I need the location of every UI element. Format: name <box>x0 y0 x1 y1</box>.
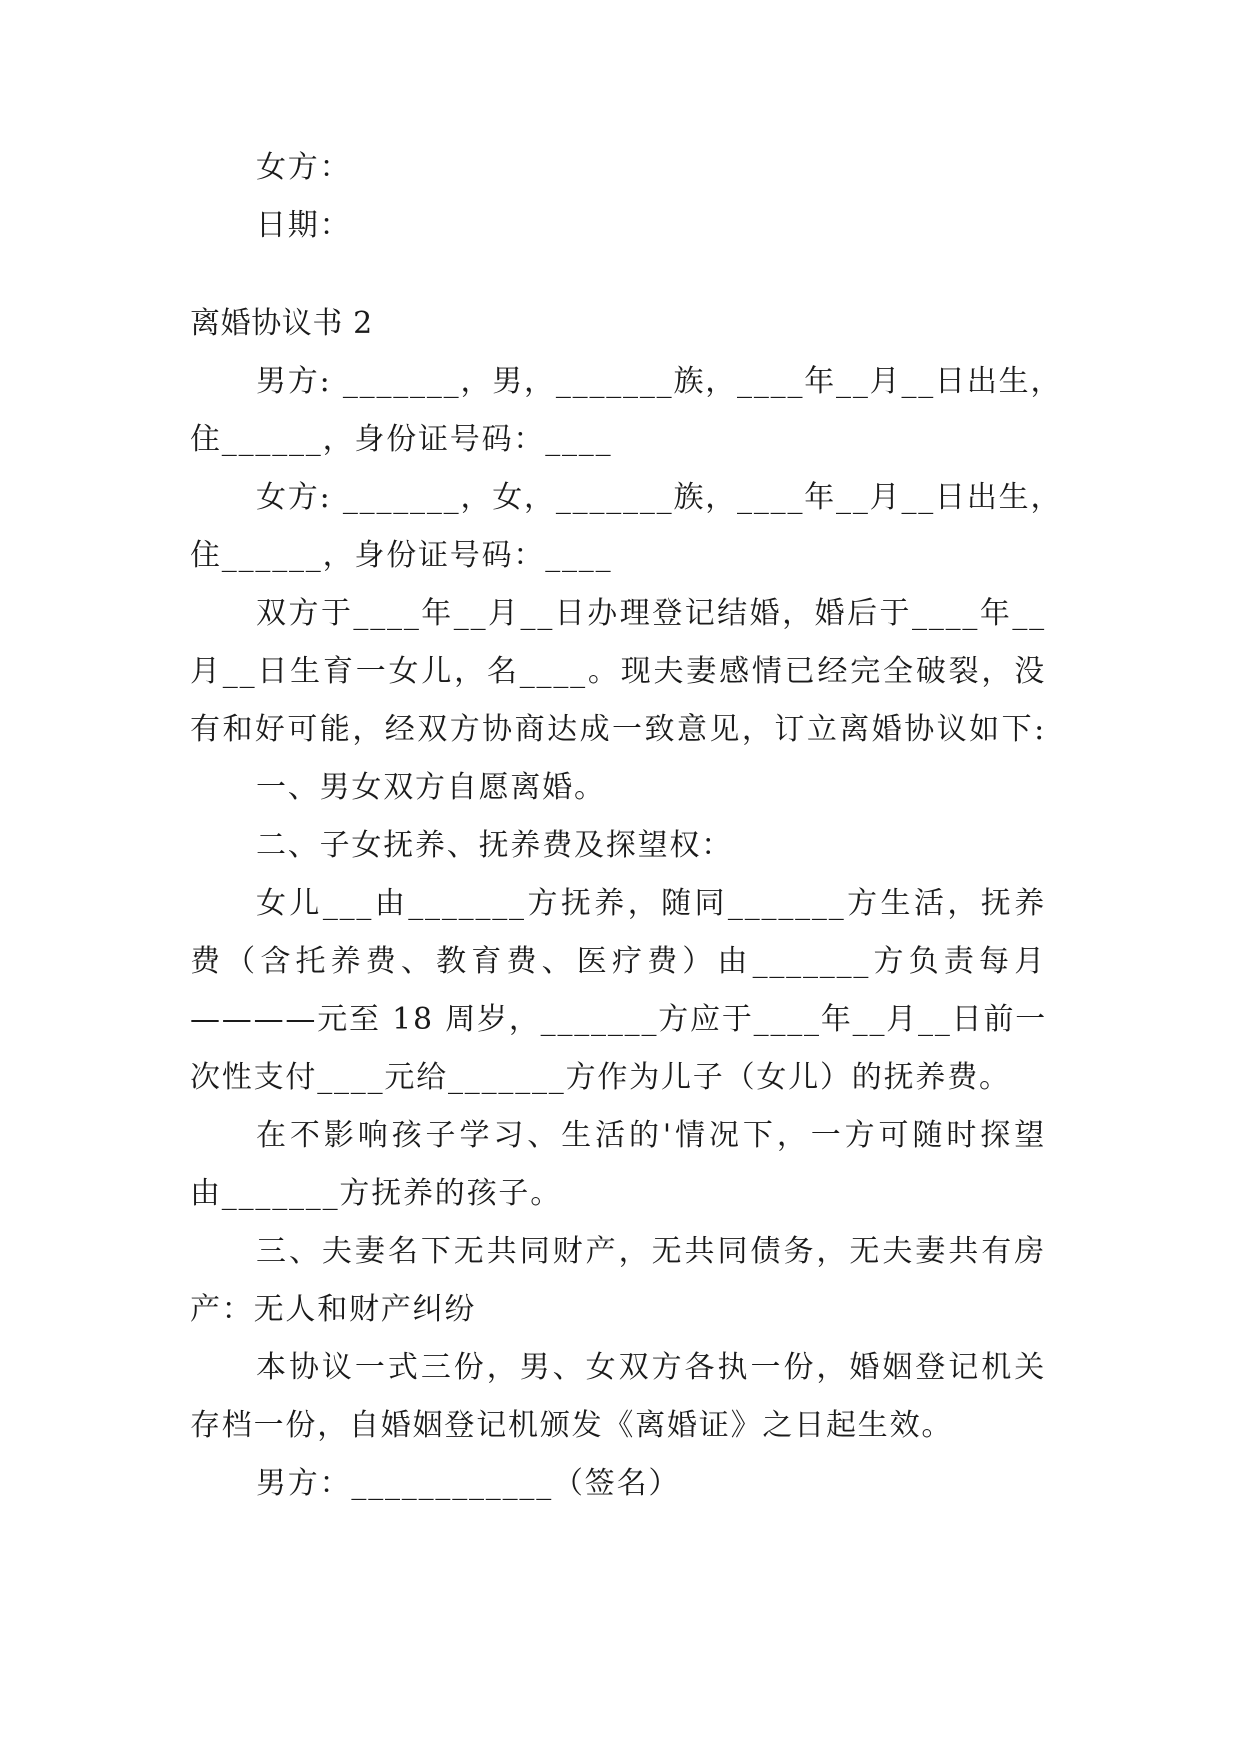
clause-two-heading: 二、子女抚养、抚养费及探望权： <box>256 828 733 863</box>
custody-paragraph-line: ————元至 18 周岁，_______方应于____年__月__日前一 <box>190 1002 1048 1037</box>
visitation-paragraph-line: 在不影响孩子学习、生活的'情况下，一方可随时探望 <box>256 1118 1046 1153</box>
copies-paragraph-line: 本协议一式三份，男、女双方各执一份，婚姻登记机关 <box>256 1350 1046 1385</box>
date-label: 日期： <box>256 208 352 243</box>
male-signature-line: 男方：____________（签名） <box>256 1466 681 1501</box>
clause-one: 一、男女双方自愿离婚。 <box>256 770 606 805</box>
male-party-line: 男方: _______，男，_______族，____年__月__日出生， <box>256 364 1063 399</box>
female-party-line-cont: 住______，身份证号码：____ <box>190 538 613 573</box>
female-party-label: 女方： <box>256 150 352 185</box>
document-title: 离婚协议书 2 <box>190 306 373 341</box>
male-party-line-cont: 住______，身份证号码：____ <box>190 422 613 457</box>
custody-paragraph-line: 女儿___由_______方抚养，随同_______方生活，抚养 <box>256 886 1046 921</box>
visitation-paragraph-line: 由_______方抚养的孩子。 <box>190 1176 562 1211</box>
marriage-paragraph-line: 月__日生育一女儿，名____。现夫妻感情已经完全破裂，没 <box>190 654 1046 689</box>
custody-paragraph-line: 费（含托养费、教育费、医疗费）由_______方负责每月 <box>190 944 1046 979</box>
clause-three-line: 三、夫妻名下无共同财产，无共同债务，无夫妻共有房 <box>256 1234 1046 1269</box>
copies-paragraph-line: 存档一份，自婚姻登记机颁发《离婚证》之日起生效。 <box>190 1408 954 1443</box>
agreement-section <box>190 295 1063 1513</box>
marriage-paragraph-line: 双方于____年__月__日办理登记结婚，婚后于____年__ <box>256 596 1046 631</box>
clause-three-line: 产：无人和财产纠纷 <box>190 1292 477 1327</box>
header-section <box>190 139 1046 255</box>
custody-paragraph-line: 次性支付____元给_______方作为儿子（女儿）的抚养费。 <box>190 1060 1011 1095</box>
female-party-line: 女方: _______，女，_______族，____年__月__日出生， <box>256 480 1063 515</box>
marriage-paragraph-line: 有和好可能，经双方协商达成一致意见，订立离婚协议如下: <box>190 712 1046 747</box>
